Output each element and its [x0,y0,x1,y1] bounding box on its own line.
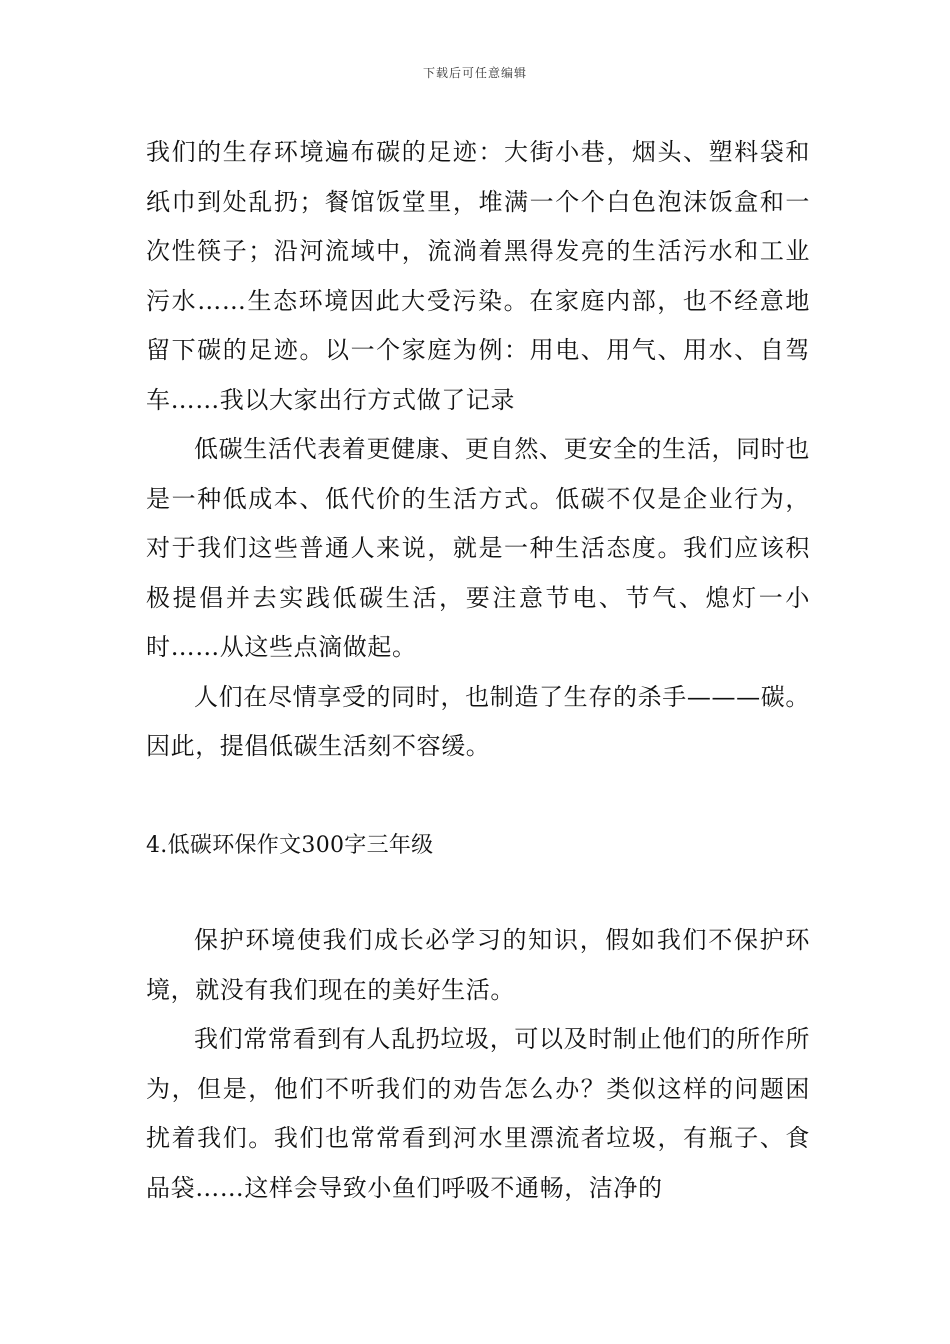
section-heading: 4.低碳环保作文300字三年级 [146,832,434,858]
document-body [146,128,810,1213]
page-header: 下载后可任意编辑 [422,66,527,80]
spacer [146,870,810,916]
paragraph-conclusion: 人们在尽情享受的同时，也制造了生存的杀手———碳。因此，提倡低碳生活刻不容缓。 [146,682,810,760]
paragraph-litter: 我们常常看到有人乱扔垃圾，可以及时制止他们的所作所为，但是，他们不听我们的劝告怎么办？类似这样的问题困扰着我们。我们也常常看到河水里漂流者垃圾，有瓶子、食品袋……这样会导致小鱼们呼吸不通畅，洁净的 [146,1025,810,1202]
paragraph-low-carbon-life: 低碳生活代表着更健康、更自然、更安全的生活，同时也是一种低成本、低代价的生活方式。低碳不仅是企业行为，对于我们这些普通人来说，就是一种生活态度。我们应该积极提倡并去实践低碳生活，要注意节电、节气、熄灯一小时……从这些点滴做起。 [146,435,810,661]
spacer [146,772,810,821]
paragraph-carbon-footprint: 我们的生存环境遍布碳的足迹：大街小巷，烟头、塑料袋和纸巾到处乱扔；餐馆饭堂里，堆满一个个白色泡沫饭盒和一次性筷子；沿河流域中，流淌着黑得发亮的生活污水和工业污水……生态环境因此大受污染。在家庭内部，也不经意地留下碳的足迹。以一个家庭为例：用电、用气、用水、自驾车……我以大家出行方式做了记录 [146,138,810,414]
paragraph-protect-environment: 保护环境使我们成长必学习的知识，假如我们不保护环境，就没有我们现在的美好生活。 [146,926,810,1004]
